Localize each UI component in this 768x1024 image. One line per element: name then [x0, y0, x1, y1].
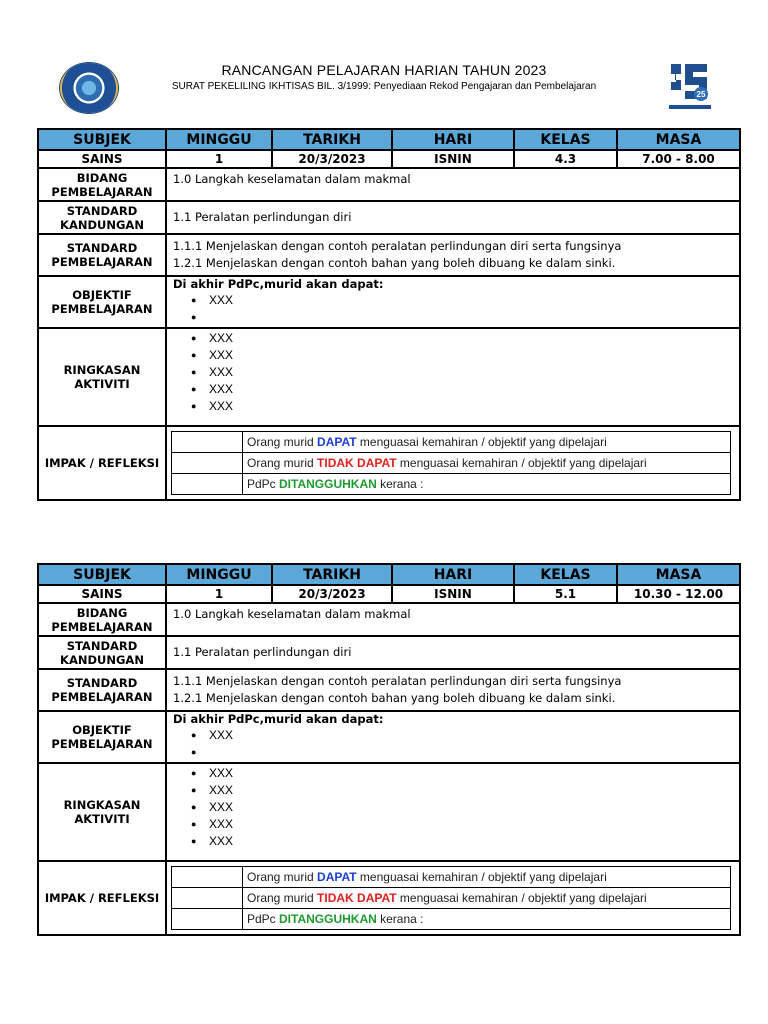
masa-value: 10.30 - 12.00 [617, 585, 740, 603]
ringkasan-label: RINGKASAN AKTIVITI [38, 763, 166, 861]
impak-count-cell[interactable] [172, 474, 243, 495]
col-masa: MASA [617, 129, 740, 150]
sp-item: 1.1.1 Menjelaskan dengan contoh peralatan perlindungan diri serta fungsinya [173, 239, 622, 253]
impak-dapat-row: Orang murid DAPAT menguasai kemahiran / objektif yang dipelajari [243, 867, 731, 888]
impak-label: IMPAK / REFLEKSI [38, 426, 166, 500]
aktiviti-item: ● XXX [195, 765, 739, 782]
aktiviti-item: ● XXX [195, 833, 739, 850]
document-subtitle: SURAT PEKELILING IKHTISAS BIL. 3/1999: Penyediaan Rekod Pengajaran dan Pembelajaran [171, 81, 597, 92]
aktiviti-item: ● XXX [195, 799, 739, 816]
hari-value: ISNIN [392, 150, 514, 168]
header-row [38, 129, 740, 150]
impak-ditangguhkan-row: PdPc DITANGGUHKAN kerana : [243, 909, 731, 930]
aktiviti-item: ● XXX [195, 347, 739, 364]
impak-count-cell[interactable] [172, 432, 243, 453]
aktiviti-content [166, 763, 740, 861]
impak-tidak-dapat-row: Orang murid TIDAK DAPAT menguasai kemahiran / objektif yang dipelajari [243, 888, 731, 909]
impak-table [171, 866, 731, 930]
impak-content [166, 861, 740, 935]
impak-content [166, 426, 740, 500]
standard-kandungan-label: STANDARD KANDUNGAN [38, 201, 166, 234]
subjek-value: SAINS [38, 585, 166, 603]
standard-pembelajaran-label: STANDARD PEMBELAJARAN [38, 669, 166, 711]
sp-item: 1.2.1 Menjelaskan dengan contoh bahan yang boleh dibuang ke dalam sinki. [173, 256, 616, 270]
document-header [0, 58, 768, 110]
col-subjek: SUBJEK [38, 129, 166, 150]
standard-pembelajaran-label: STANDARD PEMBELAJARAN [38, 234, 166, 276]
aktiviti-item: ● XXX [195, 330, 739, 347]
impak-label: IMPAK / REFLEKSI [38, 861, 166, 935]
bidang-label: BIDANG PEMBELAJARAN [38, 603, 166, 636]
school-logo-text: 25 [696, 90, 706, 99]
impak-count-cell[interactable] [172, 453, 243, 474]
subjek-value: SAINS [38, 150, 166, 168]
objektif-content [166, 276, 740, 328]
col-kelas: KELAS [514, 129, 617, 150]
tarikh-value: 20/3/2023 [272, 585, 392, 603]
sp-item: 1.2.1 Menjelaskan dengan contoh bahan yang boleh dibuang ke dalam sinki. [173, 691, 616, 705]
col-hari: HARI [392, 129, 514, 150]
col-subjek: SUBJEK [38, 564, 166, 585]
aktiviti-item: ● XXX [195, 816, 739, 833]
standard-pembelajaran-content [166, 234, 740, 276]
kelas-value: 5.1 [514, 585, 617, 603]
value-row [38, 585, 740, 603]
aktiviti-item: ● XXX [195, 364, 739, 381]
impak-tidak-dapat-row: Orang murid TIDAK DAPAT menguasai kemahiran / objektif yang dipelajari [243, 453, 731, 474]
bidang-content: 1.0 Langkah keselamatan dalam makmal [166, 168, 740, 201]
masa-value: 7.00 - 8.00 [617, 150, 740, 168]
tarikh-value: 20/3/2023 [272, 150, 392, 168]
sp-item: 1.1.1 Menjelaskan dengan contoh peralatan perlindungan diri serta fungsinya [173, 674, 622, 688]
aktiviti-item: ● XXX [195, 381, 739, 398]
impak-count-cell[interactable] [172, 888, 243, 909]
objektif-head: Di akhir PdPc,murid akan dapat: [173, 277, 384, 291]
col-masa: MASA [617, 564, 740, 585]
impak-count-cell[interactable] [172, 867, 243, 888]
lesson-plan-1 [37, 128, 739, 501]
header-row [38, 564, 740, 585]
aktiviti-item: ● XXX [195, 782, 739, 799]
impak-table [171, 431, 731, 495]
col-minggu: MINGGU [166, 564, 272, 585]
col-kelas: KELAS [514, 564, 617, 585]
standard-pembelajaran-content [166, 669, 740, 711]
col-tarikh: TARIKH [272, 564, 392, 585]
impak-ditangguhkan-row: PdPc DITANGGUHKAN kerana : [243, 474, 731, 495]
col-tarikh: TARIKH [272, 129, 392, 150]
objektif-label: OBJEKTIF PEMBELAJARAN [38, 711, 166, 763]
minggu-value: 1 [166, 585, 272, 603]
document-title: RANCANGAN PELAJARAN HARIAN TAHUN 2023 [221, 62, 547, 78]
objektif-content [166, 711, 740, 763]
lesson-plan-2 [37, 563, 739, 936]
objektif-item: ● XXX [195, 727, 739, 744]
objektif-item: ● XXX [195, 292, 739, 309]
bidang-label: BIDANG PEMBELAJARAN [38, 168, 166, 201]
bidang-content: 1.0 Langkah keselamatan dalam makmal [166, 603, 740, 636]
impak-dapat-row: Orang murid DAPAT menguasai kemahiran / objektif yang dipelajari [243, 432, 731, 453]
minggu-value: 1 [166, 150, 272, 168]
impak-count-cell[interactable] [172, 909, 243, 930]
school-logo [667, 60, 713, 110]
aktiviti-item: ● XXX [195, 398, 739, 415]
aktiviti-content [166, 328, 740, 426]
col-hari: HARI [392, 564, 514, 585]
col-minggu: MINGGU [166, 129, 272, 150]
standard-kandungan-label: STANDARD KANDUNGAN [38, 636, 166, 669]
objektif-head: Di akhir PdPc,murid akan dapat: [173, 712, 384, 726]
standard-kandungan-content: 1.1 Peralatan perlindungan diri [166, 201, 740, 234]
hari-value: ISNIN [392, 585, 514, 603]
value-row [38, 150, 740, 168]
standard-kandungan-content: 1.1 Peralatan perlindungan diri [166, 636, 740, 669]
ringkasan-label: RINGKASAN AKTIVITI [38, 328, 166, 426]
kelas-value: 4.3 [514, 150, 617, 168]
objektif-label: OBJEKTIF PEMBELAJARAN [38, 276, 166, 328]
